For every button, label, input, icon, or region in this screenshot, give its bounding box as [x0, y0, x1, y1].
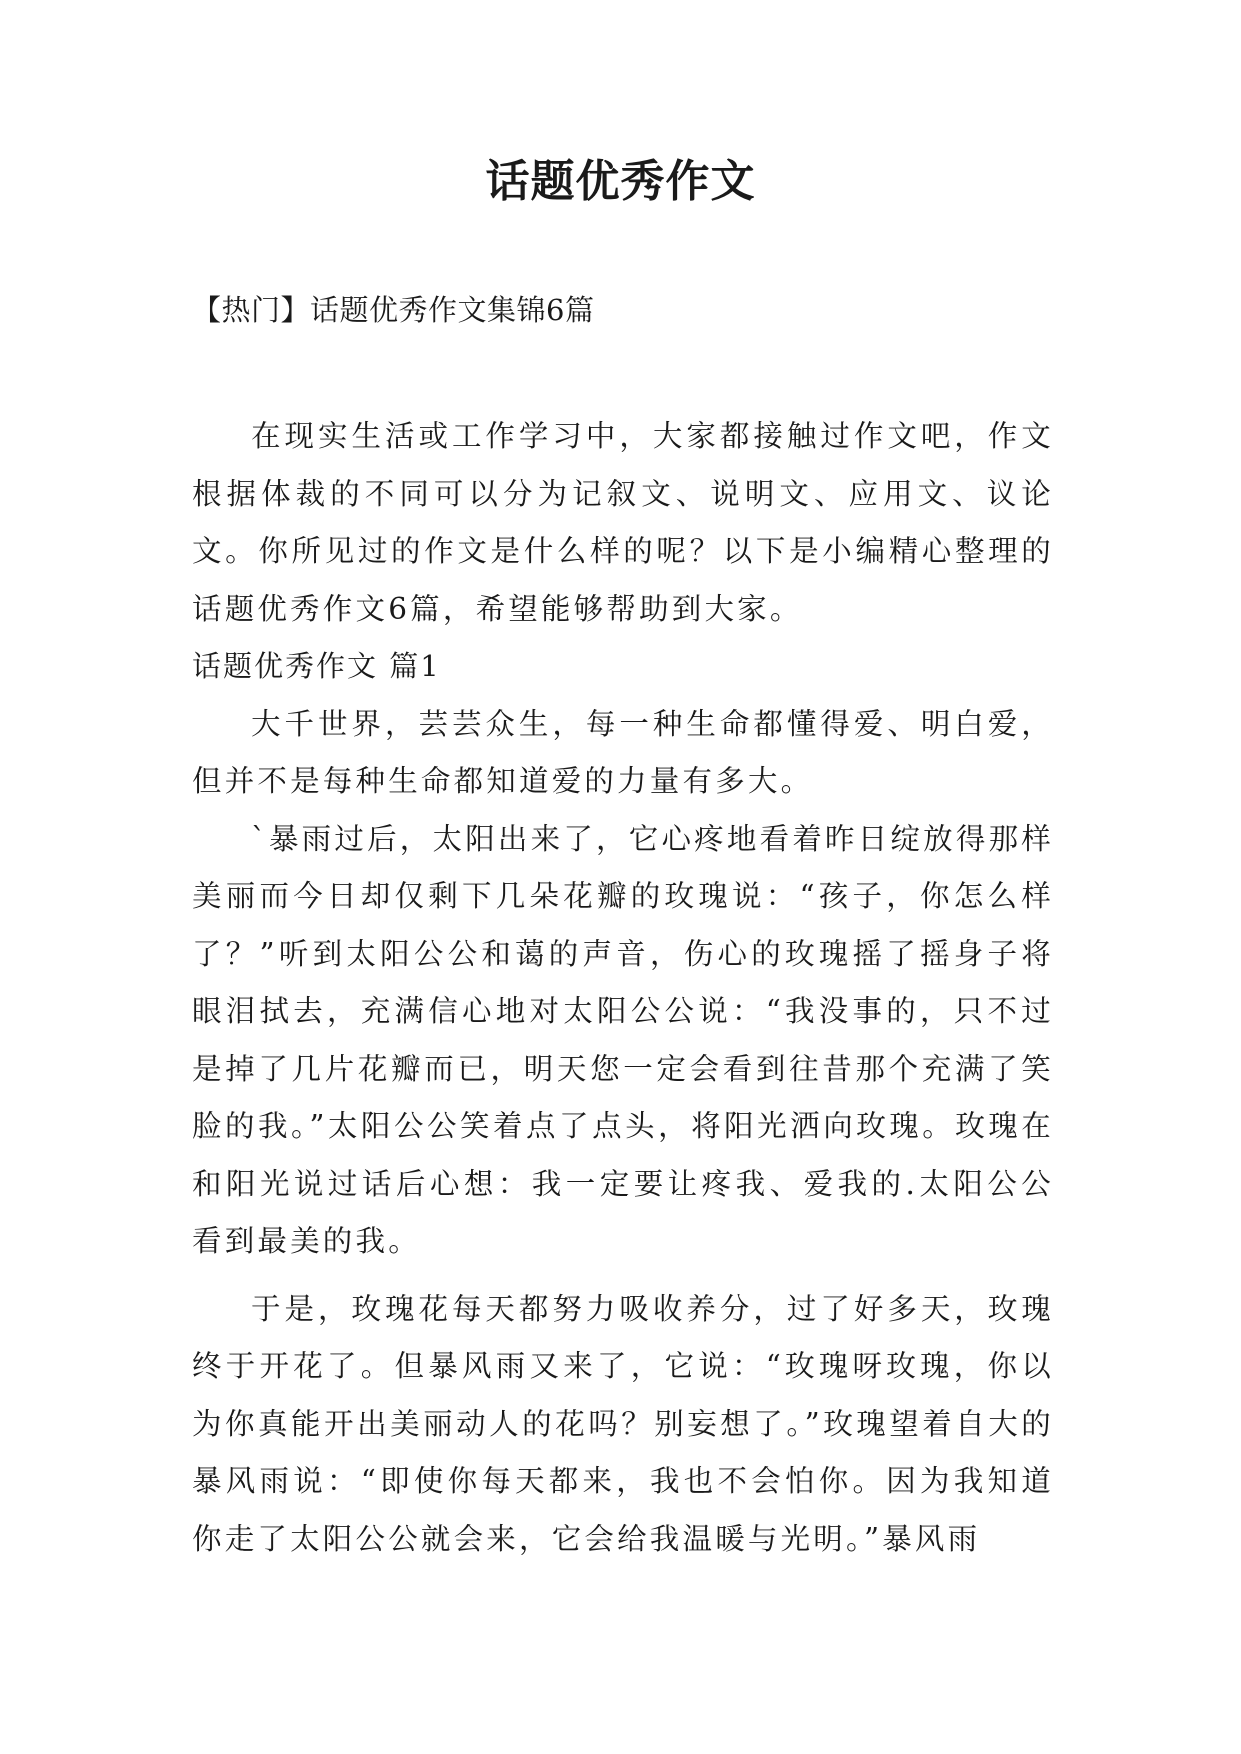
body-paragraph: 大千世界，芸芸众生，每一种生命都懂得爱、明白爱，但并不是每种生命都知道爱的力量有多大。: [192, 706, 1054, 798]
document-body: [192, 408, 1054, 1568]
document-title: 话题优秀作文: [485, 156, 756, 207]
document-subtitle: 【热门】话题优秀作文集锦6篇: [192, 293, 595, 327]
section-heading: 话题优秀作文 篇1: [192, 649, 441, 683]
intro-paragraph: 在现实生活或工作学习中，大家都接触过作文吧，作文根据体裁的不同可以分为记叙文、说明文、应用文、议论文。你所见过的作文是什么样的呢？以下是小编精心整理的话题优秀作文6篇，希望能够帮助到大家。: [192, 419, 1054, 626]
body-paragraph: 于是，玫瑰花每天都努力吸收养分，过了好多天，玫瑰终于开花了。但暴风雨又来了，它说：“玫瑰呀玫瑰，你以为你真能开出美丽动人的花吗？别妄想了。”玫瑰望着自大的暴风雨说：“即使你每天都来，我也不会怕你。因为我知道你走了太阳公公就会来，它会给我温暖与光明。”暴风雨: [192, 1291, 1054, 1556]
body-paragraph: `暴雨过后，太阳出来了，它心疼地看着昨日绽放得那样美丽而今日却仅剩下几朵花瓣的玫瑰说：“孩子，你怎么样了？”听到太阳公公和蔼的声音，伤心的玫瑰摇了摇身子将眼泪拭去，充满信心地对太阳公公说：“我没事的，只不过是掉了几片花瓣而已，明天您一定会看到往昔那个充满了笑脸的我。”太阳公公笑着点了点头，将阳光洒向玫瑰。玫瑰在和阳光说过话后心想：我一定要让疼我、爱我的.太阳公公看到最美的我。: [192, 821, 1054, 1258]
